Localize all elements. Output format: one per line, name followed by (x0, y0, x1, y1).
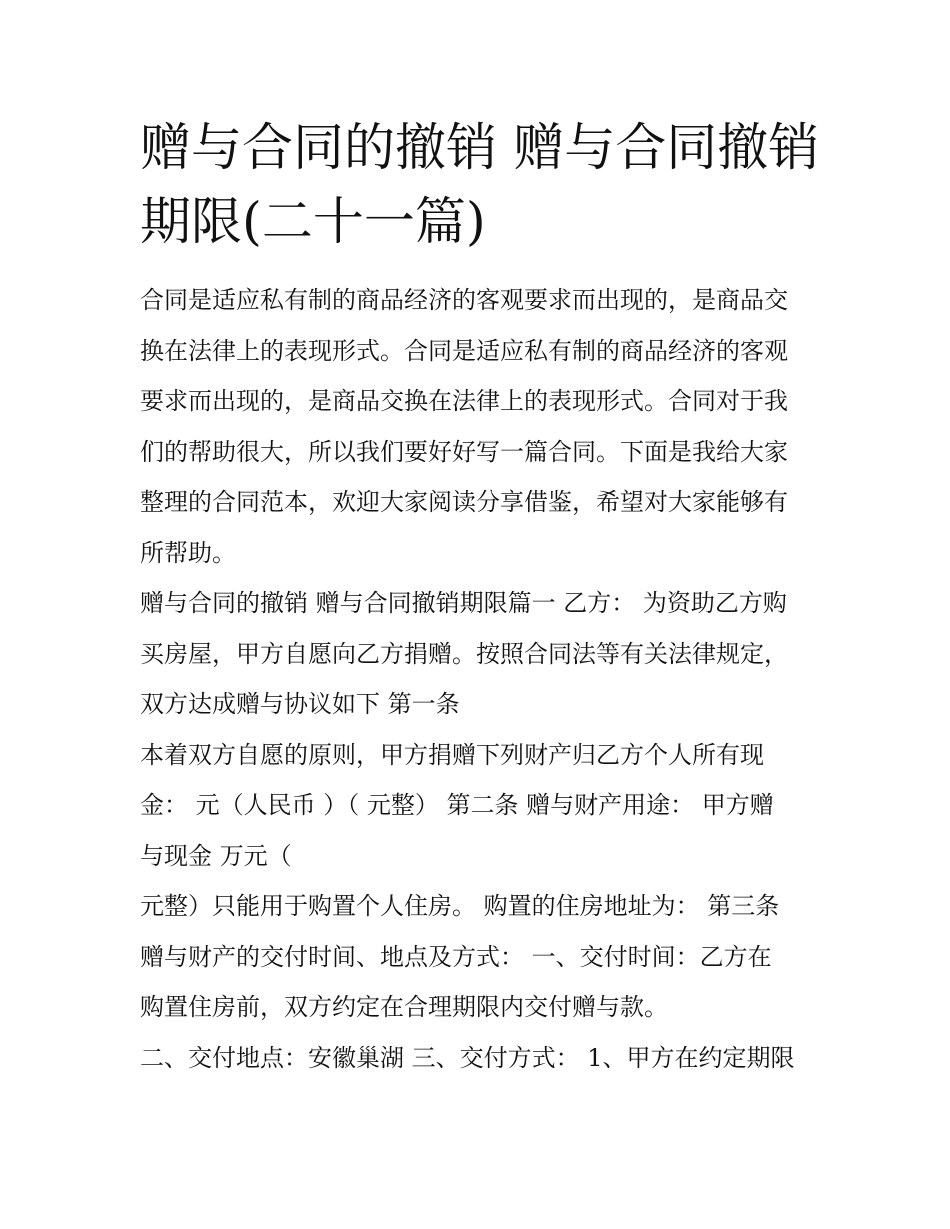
text-line: 二、交付地点：安徽巢湖 三、交付方式： 1、甲方在约定期限 (140, 1043, 795, 1072)
text-line: 们的帮助很大，所以我们要好好写一篇合同。下面是我给大家 (140, 437, 788, 466)
text-line: 买房屋，甲方自愿向乙方捐赠。按照合同法等有关法律规定， (140, 639, 788, 668)
text-line: 本着双方自愿的原则，甲方捐赠下列财产归乙方个人所有现 (140, 740, 764, 769)
text-line: 要求而出现的，是商品交换在法律上的表现形式。合同对于我 (140, 387, 788, 415)
text-line: 金： 元（人民币 ）（ 元整） 第二条 赠与财产用途： 甲方赠 (140, 791, 774, 819)
text-line: 与现金 万元（ (140, 841, 292, 870)
text-line: 元整）只能用于购置个人住房。 购置的住房地址为： 第三条 (140, 892, 780, 920)
text-line: 赠与合同的撤销 赠与合同撤销期限篇一 乙方： 为资助乙方购 (140, 589, 787, 617)
contract-paragraph-1 (140, 578, 820, 730)
contract-paragraph-4 (140, 1033, 820, 1084)
text-line: 合同是适应私有制的商品经济的客观要求而出现的，是商品交 (140, 286, 788, 314)
title-line: 期限(二十一篇) (140, 193, 486, 252)
contract-paragraph-2 (140, 730, 820, 882)
text-line: 换在法律上的表现形式。合同是适应私有制的商品经济的客观 (140, 336, 788, 365)
text-line: 赠与财产的交付时间、地点及方式： 一、交付时间：乙方在 (140, 942, 772, 971)
intro-paragraph (140, 275, 820, 578)
text-line: 所帮助。 (140, 538, 236, 567)
title-line: 赠与合同的撤销 赠与合同撤销 (140, 119, 820, 178)
text-line: 双方达成赠与协议如下 第一条 (140, 690, 460, 718)
document-body (140, 275, 820, 1083)
document-title (140, 112, 820, 260)
contract-paragraph-3 (140, 881, 820, 1033)
text-line: 购置住房前，双方约定在合理期限内交付赠与款。 (140, 993, 668, 1021)
text-line: 整理的合同范本，欢迎大家阅读分享借鉴，希望对大家能够有 (140, 488, 788, 516)
